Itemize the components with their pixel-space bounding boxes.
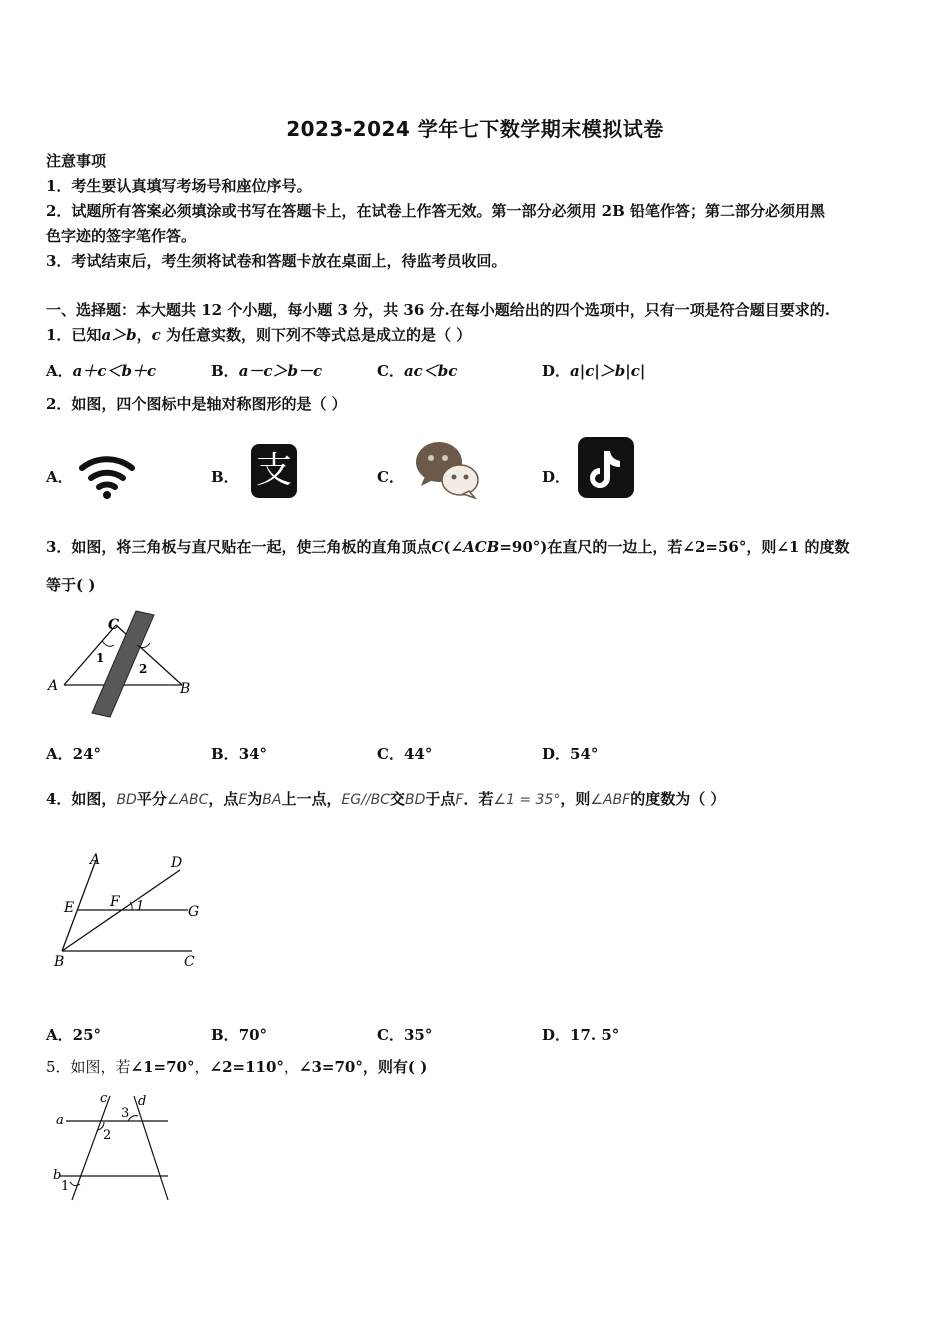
label-c: C: [108, 617, 120, 633]
label-e: E: [64, 900, 75, 916]
q3-option-a: A．24°: [46, 745, 102, 763]
wifi-icon: [78, 450, 136, 500]
q3-option-b: B．34°: [211, 745, 268, 763]
label-line-b: b: [53, 1168, 62, 1183]
page-title: 2023-2024 学年七下数学期末模拟试卷: [286, 117, 664, 141]
q2-option-c-label: C．: [377, 468, 404, 486]
q2-option-b-label: B．: [211, 468, 239, 486]
label-line-d: d: [138, 1094, 147, 1109]
label-b: B: [180, 681, 191, 697]
q3-option-c: C．44°: [377, 745, 433, 763]
tiktok-note-shape: [578, 437, 634, 498]
question-5-stem: 5．如图，若∠1=70°，∠2=110°，∠3=70°，则有( ): [46, 1058, 428, 1076]
section-heading: 一、选择题：本大题共 12 个小题，每小题 3 分，共 36 分.在每小题给出的四个选项中，只有一项是符合题目要求的.: [46, 301, 830, 319]
label-line-c: c: [100, 1091, 108, 1106]
q4-option-c: C．35°: [377, 1026, 433, 1044]
label-angle-1: 1: [96, 651, 105, 665]
q1-option-a: A．a＋c＜b＋c: [46, 362, 157, 380]
tiktok-icon: [578, 437, 634, 498]
q1-text: 为任意实数，则下列不等式总是成立的是（ ）: [160, 326, 472, 344]
label-line-a: a: [56, 1113, 64, 1128]
label-angle-1: 1: [61, 1179, 70, 1194]
label-d: D: [171, 855, 183, 871]
notice-item: 2．试题所有答案必须填涂或书写在答题卡上，在试卷上作答无效。第一部分必须用 2B 铅笔作答；第二部分必须用黑: [46, 202, 826, 220]
question-2-stem: 2．如图，四个图标中是轴对称图形的是（ ）: [46, 395, 347, 413]
label-b: B: [54, 954, 65, 970]
q5-figure: [48, 1090, 178, 1205]
q1-option-d: D．a|c|＞b|c|: [542, 362, 646, 380]
q2-option-d-label: D．: [542, 468, 571, 486]
alipay-glyph: 支: [255, 450, 292, 491]
question-3-stem: 3．如图，将三角板与直尺贴在一起，使三角板的直角顶点C(∠ACB=90°)在直尺的一边上，若∠2=56°，则∠1 的度数: [46, 538, 850, 556]
notice-heading: 注意事项: [46, 152, 107, 170]
question-3-stem-cont: 等于( ): [46, 576, 96, 594]
notice-item: 1．考生要认真填写考场号和座位序号。: [46, 177, 312, 195]
q3-figure: [44, 605, 204, 720]
question-1-stem: [46, 325, 471, 345]
q4-option-a: A．25°: [46, 1026, 102, 1044]
question-4-stem: 4．如图，BD平分∠ABC，点E为BA上一点，EG//BC交BD于点F．若∠1 = 35°，则∠ABF的度数为（ ）: [46, 790, 726, 808]
notice-item: 3．考试结束后，考生须将试卷和答题卡放在桌面上，待监考员收回。: [46, 252, 507, 270]
q4-option-d: D．17. 5°: [542, 1026, 620, 1044]
wechat-icon: [413, 436, 481, 500]
label-c: C: [184, 954, 195, 970]
label-angle-2: 2: [103, 1128, 112, 1143]
q3-option-d: D．54°: [542, 745, 599, 763]
alipay-icon: [251, 444, 297, 498]
label-angle-2: 2: [139, 662, 148, 676]
label-angle-3: 3: [121, 1106, 130, 1121]
label-a: A: [90, 852, 101, 868]
q4-option-b: B．70°: [211, 1026, 268, 1044]
label-a: A: [48, 678, 59, 694]
q2-option-a-label: A．: [46, 468, 73, 486]
q1-text: 1．已知: [46, 326, 102, 344]
q1-text: ，: [136, 326, 152, 344]
q4-figure: [50, 848, 210, 973]
q1-option-c: C．ac＜bc: [377, 362, 458, 380]
q1-math: c: [151, 326, 161, 344]
label-f: F: [110, 894, 120, 910]
q1-math: a＞b: [101, 326, 137, 344]
notice-item: 色字迹的签字笔作答。: [46, 227, 197, 245]
q1-option-b: B．a－c＞b－c: [211, 362, 323, 380]
label-angle-1: 1: [136, 899, 145, 914]
label-g: G: [188, 904, 200, 920]
